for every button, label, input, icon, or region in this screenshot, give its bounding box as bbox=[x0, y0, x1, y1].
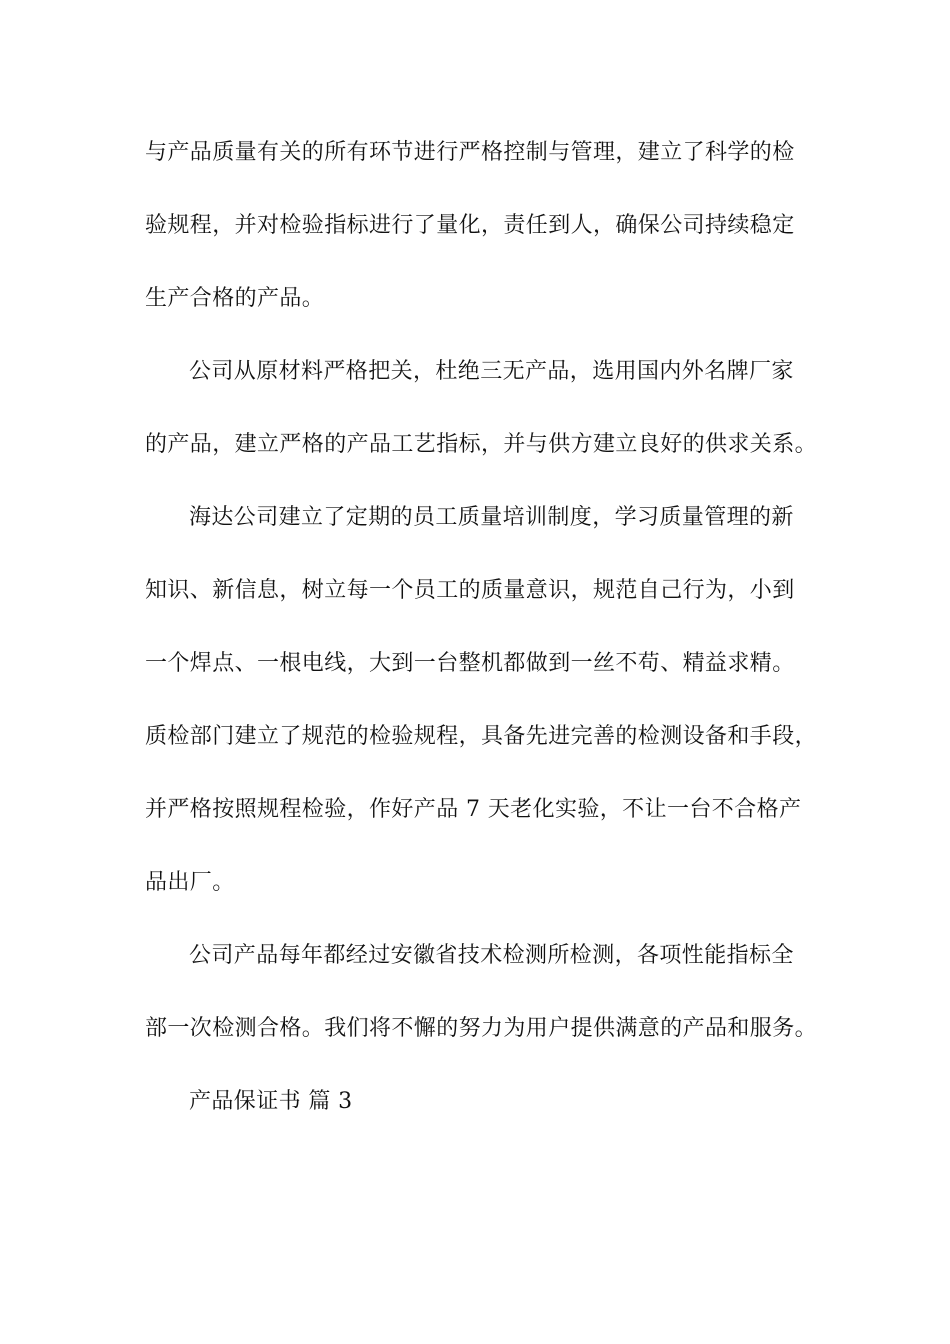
paragraph-first-line: 公司从原材料严格把关，杜绝三无产品，选用国内外名牌厂家 bbox=[189, 359, 794, 384]
text-line: 验规程，并对检验指标进行了量化，责任到人，确保公司持续稳定 bbox=[145, 213, 795, 238]
text-line: 质检部门建立了规范的检验规程，具备先进完善的检测设备和手段， bbox=[145, 724, 818, 749]
text-line: 生产合格的产品。 bbox=[145, 286, 325, 311]
text-line: 的产品，建立严格的产品工艺指标，并与供方建立良好的供求关系。 bbox=[145, 432, 818, 457]
text-line: 一个焊点、一根电线，大到一台整机都做到一丝不苟、精益求精。 bbox=[145, 651, 795, 676]
paragraph-first-line: 海达公司建立了定期的员工质量培训制度，学习质量管理的新 bbox=[189, 505, 794, 530]
text-line: 并严格按照规程检验，作好产品 7 天老化实验，不让一台不合格产 bbox=[145, 797, 802, 822]
section-heading: 产品保证书 篇 3 bbox=[189, 1089, 353, 1114]
text-line: 部一次检测合格。我们将不懈的努力为用户提供满意的产品和服务。 bbox=[145, 1016, 818, 1041]
paragraph-first-line: 公司产品每年都经过安徽省技术检测所检测，各项性能指标全 bbox=[189, 943, 794, 968]
text-line: 与产品质量有关的所有环节进行严格控制与管理，建立了科学的检 bbox=[145, 140, 795, 165]
text-line: 品出厂。 bbox=[145, 870, 235, 895]
document-body bbox=[145, 130, 818, 1152]
text-line: 知识、新信息，树立每一个员工的质量意识，规范自己行为，小到 bbox=[145, 578, 795, 603]
